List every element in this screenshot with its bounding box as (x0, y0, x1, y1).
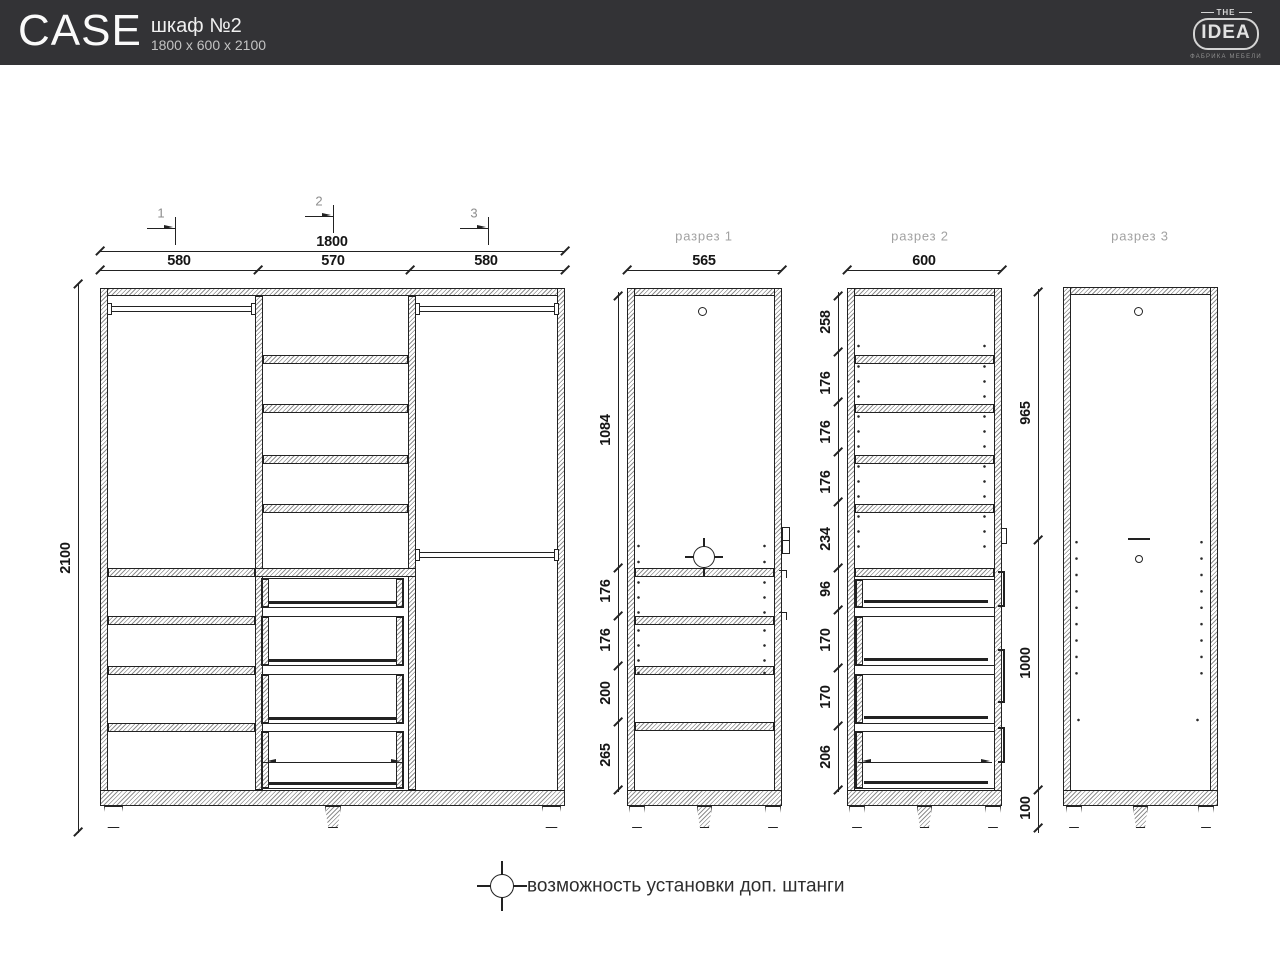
dim-s1-left-1: 176 (598, 579, 614, 603)
side-panel (1063, 287, 1071, 798)
dim-front-col-mid: 570 (321, 253, 345, 269)
shelf-pin-holes (983, 409, 986, 454)
shelf (635, 666, 774, 675)
shelf-pin-holes (1075, 534, 1078, 682)
drawer-stile (396, 579, 403, 607)
drawer-bottom (269, 717, 396, 720)
top-panel (100, 288, 565, 296)
dim-s2-left-8: 206 (818, 745, 834, 769)
shelf-pin-holes (763, 666, 766, 680)
extra-rod-crosshair-icon (693, 546, 715, 568)
dim-arrow-icon (860, 759, 871, 763)
dim-arrow-icon (164, 225, 175, 229)
dim-s2-left-6: 170 (818, 628, 834, 652)
shelf-pin-holes (983, 339, 986, 353)
marker-line (488, 217, 489, 245)
brand-logo (1188, 8, 1264, 60)
dim-front-col-right: 580 (474, 253, 498, 269)
drawer-bottom (864, 600, 988, 603)
dim-s2-left-7: 170 (818, 685, 834, 709)
drawer-bottom (864, 658, 988, 661)
drawer-front-edge (998, 761, 1004, 763)
dim-line (627, 270, 782, 271)
shelf-pin-holes (983, 509, 986, 554)
leg (629, 806, 645, 828)
shelf-pin-holes (637, 538, 640, 570)
hanging-rod (418, 552, 556, 558)
legend-crosshair-icon (490, 874, 514, 898)
product-name: CASE (18, 6, 142, 55)
section-1-title: разрез 1 (675, 228, 733, 244)
dim-s1-left-3: 200 (598, 681, 614, 705)
dim-s1-left-0: 1084 (598, 414, 614, 446)
dim-s1-left-2: 176 (598, 628, 614, 652)
shelf-pin-holes (637, 575, 640, 620)
logo-name: IDEA (1193, 18, 1259, 50)
product-subtitle: шкаф №2 (150, 15, 242, 37)
shelf (635, 616, 774, 625)
dim-s2-left-4: 234 (818, 527, 834, 551)
hanging-rod (110, 306, 253, 312)
drawer-stile (396, 675, 403, 723)
leg (325, 806, 341, 828)
drawer-stile (856, 675, 863, 723)
drawer-front-edge (1003, 727, 1005, 763)
rod-end-cap (415, 549, 420, 561)
shelf-pin-holes (763, 623, 766, 668)
leg (849, 806, 865, 828)
shelf (263, 455, 408, 464)
leg (985, 806, 1001, 828)
logo-tagline: ФАБРИКА МЕБЕЛИ (1190, 54, 1262, 60)
side-panel (1210, 287, 1218, 798)
door-handle (782, 527, 790, 541)
dim-s3-left-1: 1000 (1018, 647, 1034, 679)
section-marker-3: 3 (470, 205, 478, 221)
dim-s3-left-2: 100 (1018, 796, 1034, 820)
drawer-stile (262, 617, 269, 665)
dim-arrow-icon (322, 213, 333, 217)
rod-circle (698, 307, 707, 316)
drawer-front-edge (1003, 649, 1005, 703)
dim-s2-left-5: 96 (818, 581, 834, 597)
drawer-bottom (864, 716, 988, 719)
drawer-stile (262, 579, 269, 607)
rod-end-cap (251, 303, 256, 315)
rod-end-cap (415, 303, 420, 315)
marker-line (333, 205, 334, 233)
leg (1198, 806, 1214, 828)
leg (1066, 806, 1082, 828)
dim-s2-width: 600 (912, 253, 936, 269)
shelf-pin-holes (983, 459, 986, 504)
leg (1133, 806, 1148, 828)
section-marker-2: 2 (315, 193, 323, 209)
side-panel (100, 288, 108, 798)
dim-s2-left-3: 176 (818, 470, 834, 494)
shelf (255, 568, 416, 577)
side-panel (847, 288, 855, 798)
shelf-pin-holes (1200, 534, 1203, 682)
dim-arrow-icon (981, 759, 992, 763)
drawer-stile (856, 580, 863, 607)
shelf-pin-holes (1077, 714, 1080, 726)
leg (697, 806, 712, 828)
dim-front-height: 2100 (58, 542, 74, 574)
drawer-stile (262, 675, 269, 723)
drawer-stile (856, 617, 863, 665)
shelf-bracket (779, 570, 787, 578)
drawer (855, 579, 995, 608)
dim-s2-left-2: 176 (818, 420, 834, 444)
product-title-block (18, 5, 266, 57)
shelf-pin-holes (857, 459, 860, 504)
shelf (263, 404, 408, 413)
shelf-pin-holes (857, 509, 860, 554)
shelf (855, 504, 994, 513)
dim-arrow-icon (391, 759, 402, 763)
shelf-pin-holes (983, 359, 986, 404)
rod-position-hole (1135, 555, 1143, 563)
drawer-bottom (269, 601, 396, 604)
shelf-pin-holes (637, 666, 640, 680)
shelf (263, 355, 408, 364)
shelf (855, 455, 994, 464)
legend-text: возможность установки доп. штанги (527, 875, 845, 897)
shelf (108, 666, 255, 675)
leg (917, 806, 932, 828)
shelf-pin-holes (857, 409, 860, 454)
shelf-pin-holes (763, 538, 766, 570)
rod-end-cap (554, 303, 559, 315)
dim-line (1038, 289, 1039, 833)
top-panel (847, 288, 1002, 296)
drawer-front-edge (1003, 571, 1005, 607)
bottom-panel (1063, 790, 1218, 806)
dim-s3-left-0: 965 (1018, 401, 1034, 425)
drawer-bottom (269, 782, 396, 785)
drawer-bottom (269, 659, 396, 662)
side-panel (774, 288, 782, 798)
dim-front-total-width: 1800 (316, 234, 348, 250)
shelf (855, 404, 994, 413)
shelf (108, 723, 255, 732)
rod-end-cap (554, 549, 559, 561)
marker-line (175, 217, 176, 245)
section-2-title: разрез 2 (891, 228, 949, 244)
shelf (263, 504, 408, 513)
shelf (855, 568, 994, 577)
drawer-front-edge (998, 701, 1004, 703)
logo-the-text: THE (1216, 8, 1236, 17)
leg (765, 806, 781, 828)
dim-line (618, 292, 619, 792)
shelf-pin-holes (1196, 714, 1199, 726)
hanging-rod (418, 306, 556, 312)
leg (542, 806, 561, 828)
drawer-bottom (864, 781, 988, 784)
bottom-panel (100, 790, 565, 806)
top-panel (1063, 287, 1218, 295)
dim-front-col-left: 580 (167, 253, 191, 269)
drawer (261, 731, 404, 789)
dim-arrow-icon (477, 225, 488, 229)
side-panel (557, 288, 565, 798)
dim-line (847, 270, 1002, 271)
dim-line (100, 251, 565, 252)
door-handle (782, 540, 790, 554)
dim-s2-left-1: 176 (818, 371, 834, 395)
drawer-front-edge (998, 571, 1004, 573)
shelf-pin-holes (857, 359, 860, 404)
top-panel (627, 288, 782, 296)
dim-s1-width: 565 (692, 253, 716, 269)
shelf-bracket (779, 612, 787, 620)
dim-line (263, 762, 402, 763)
dim-arrow-icon (265, 759, 276, 763)
drawer-front-edge (998, 605, 1004, 607)
dim-s2-left-0: 258 (818, 310, 834, 334)
rod-end-cap (107, 303, 112, 315)
logo-the-row (1188, 8, 1264, 17)
section-3-title: разрез 3 (1111, 228, 1169, 244)
dim-line (858, 762, 992, 763)
section-marker-1: 1 (157, 205, 165, 221)
leg (104, 806, 123, 828)
title-bar (0, 0, 1280, 65)
dim-line (100, 270, 565, 271)
shelf-pin-holes (637, 623, 640, 668)
rod-circle (1134, 307, 1143, 316)
shelf (108, 616, 255, 625)
shelf-pin-holes (763, 575, 766, 620)
drawer-front-edge (998, 727, 1004, 729)
shelf (855, 355, 994, 364)
shelf (635, 722, 774, 731)
bottom-panel (847, 790, 1002, 806)
rod-position-mark (1128, 538, 1150, 540)
logo-dash-icon (1239, 12, 1252, 13)
dim-line (78, 283, 79, 833)
drawer-front-edge (998, 649, 1004, 651)
logo-dash-icon (1201, 12, 1214, 13)
product-overall-dimensions: 1800 x 600 x 2100 (150, 37, 267, 53)
drawer-stile (396, 617, 403, 665)
divider-panel (408, 296, 416, 790)
bottom-panel (627, 790, 782, 806)
door-handle (1001, 528, 1007, 544)
side-panel (627, 288, 635, 798)
dim-s1-left-4: 265 (598, 743, 614, 767)
shelf (108, 568, 255, 577)
dim-line (838, 292, 839, 792)
product-subtitle-block (151, 16, 266, 54)
shelf-pin-holes (857, 339, 860, 353)
